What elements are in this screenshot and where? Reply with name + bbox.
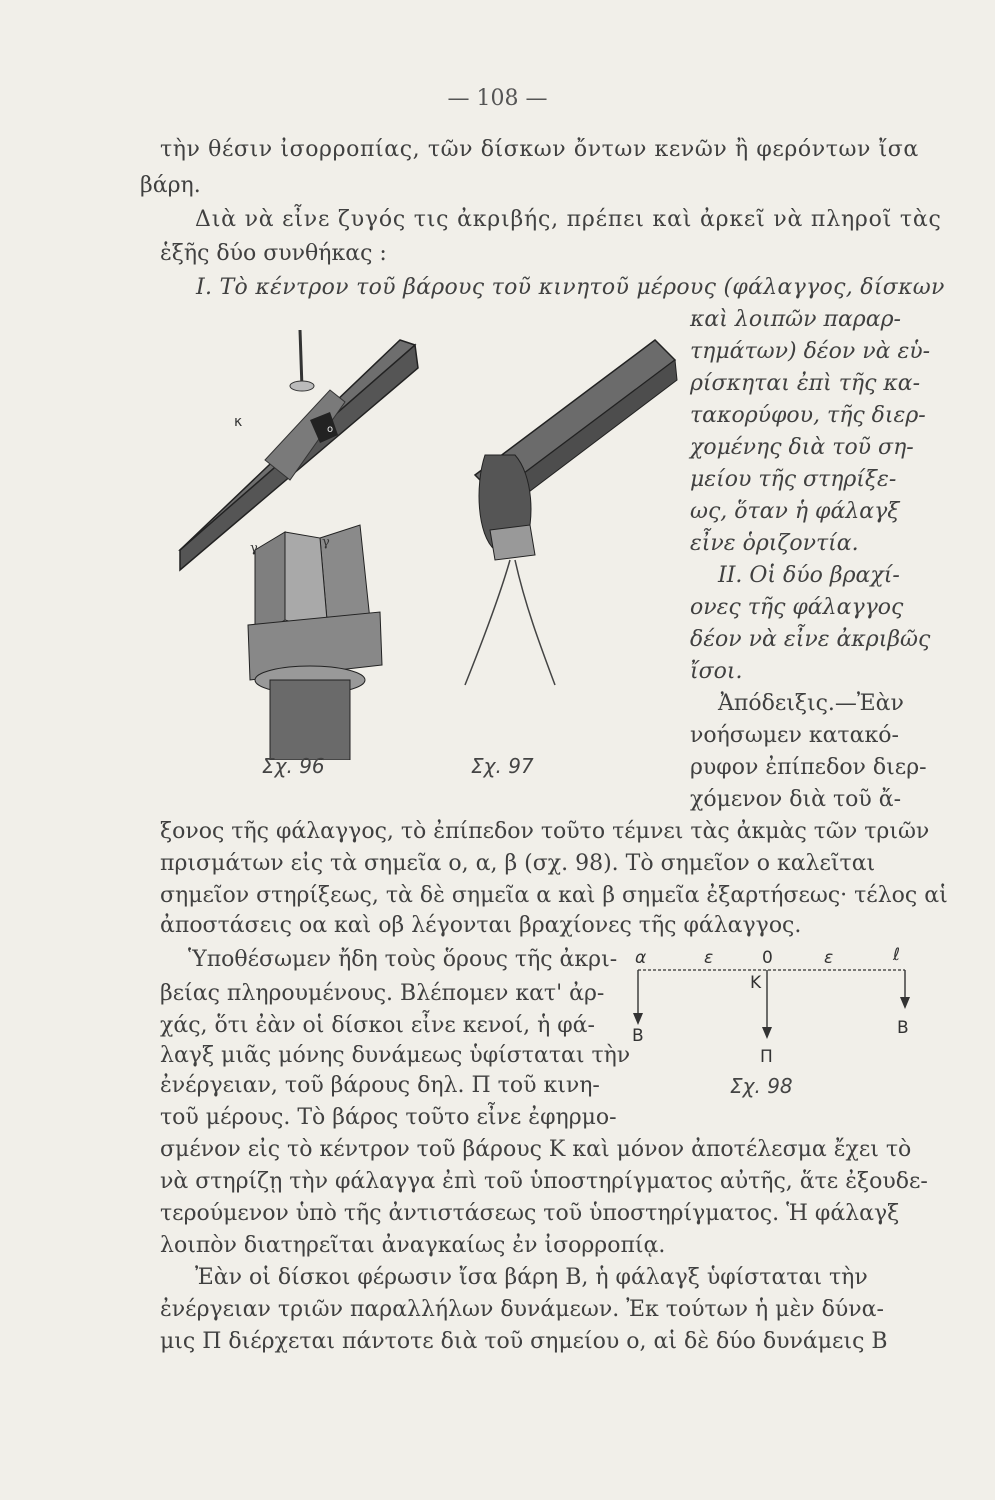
text-line: λοιπὸν διατηρεῖται ἀναγκαίως ἐν ἰσορροπίᾳ. [160, 1233, 666, 1258]
text-line: ἐνέργειαν, τοῦ βάρους δηλ. Π τοῦ κινη- [160, 1073, 600, 1098]
fig98-label-alpha: α [635, 948, 647, 968]
text-line: λαγξ μιᾶς μόνης δυνάμεως ὑφίσταται τὴν [160, 1043, 631, 1068]
svg-text:γ: γ [322, 535, 330, 550]
text-line: ἑξῆς δύο συνθήκας : [160, 241, 387, 266]
fig98-label-epsilon: ε [704, 948, 714, 968]
side-line: δέον νὰ εἶνε ἀκριβῶς [690, 627, 931, 652]
fig98-label-k: Κ [750, 973, 762, 993]
side-line: χόμενον διὰ τοῦ ἄ- [690, 787, 902, 812]
side-line: ἴσοι. [690, 659, 743, 684]
text-line: βείας πληρουμένους. Βλέπομεν κατ' ἀρ- [160, 981, 605, 1006]
text-line: τὴν θέσιν ἰσορροπίας, τῶν δίσκων ὄντων κενῶν ἢ φερόντων ἴσα [160, 137, 919, 162]
text-line: Ὑποθέσωμεν ἤδη τοὺς ὅρους τῆς ἀκρι- [188, 947, 618, 972]
fig98-label-b-left: Β [632, 1026, 644, 1046]
text-line: πρισμάτων εἰς τὰ σημεῖα ο, α, β (σχ. 98). Τὸ σημεῖον ο καλεῖται [160, 851, 876, 876]
figure-97-beam-end [455, 335, 680, 705]
text-line: χάς, ὅτι ἐὰν οἱ δίσκοι εἶνε κενοί, ἡ φά- [160, 1013, 595, 1038]
side-line: τακορύφου, τῆς διερ- [690, 403, 926, 428]
side-line: καὶ λοιπῶν παραρ- [690, 307, 901, 332]
text-line: I. Τὸ κέντρον τοῦ βάρους τοῦ κινητοῦ μέρους (φάλαγγος, δίσκων [196, 275, 945, 300]
fig98-label-p: Π [760, 1047, 773, 1067]
text-line: τερούμενον ὑπὸ τῆς ἀντιστάσεως τοῦ ὑποστηρίγματος. Ἡ φάλαγξ [160, 1201, 900, 1226]
text-line: ξονος τῆς φάλαγγος, τὸ ἐπίπεδον τοῦτο τέμνει τὰς ἀκμὰς τῶν τριῶν [160, 819, 930, 844]
side-line: νοήσωμεν κατακό- [690, 723, 899, 748]
side-line: Ἀπόδειξις.—Ἐὰν [718, 691, 904, 716]
text-line: τοῦ μέρους. Τὸ βάρος τοῦτο εἶνε ἐφηρμο- [160, 1105, 617, 1130]
text-line: Ἐὰν οἱ δίσκοι φέρωσιν ἴσα βάρη Β, ἡ φάλαγξ ὑφίσταται τὴν [195, 1265, 868, 1290]
text-line: Διὰ νὰ εἶνε ζυγός τις ἀκριβής, πρέπει καὶ ἀρκεῖ νὰ πληροῖ τὰς [195, 207, 942, 232]
side-line: ως, ὅταν ἡ φάλαγξ [690, 499, 900, 524]
fig98-label-epsilon: ε [824, 948, 834, 968]
text-line: μις Π διέρχεται πάντοτε διὰ τοῦ σημείου ο, αἱ δὲ δύο δυνάμεις Β [160, 1329, 888, 1354]
svg-text:γ: γ [250, 541, 258, 556]
figure-97-caption: Σχ. 97 [471, 754, 534, 778]
figure-96-balance-beam [170, 320, 440, 760]
side-line: II. Οἱ δύο βραχί- [718, 563, 900, 588]
text-line: σημεῖον στηρίξεως, τὰ δὲ σημεῖα α καὶ β σημεῖα ἐξαρτήσεως· τέλος αἱ [160, 883, 948, 908]
side-line: μείου τῆς στηρίξε- [690, 467, 897, 492]
fig98-label-o: 0 [762, 948, 773, 968]
figure-98-lever-diagram [630, 945, 930, 1075]
text-line: νὰ στηρίζῃ τὴν φάλαγγα ἐπὶ τοῦ ὑποστηρίγματος αὐτῆς, ἅτε ἐξουδε- [160, 1169, 928, 1194]
svg-text:κ: κ [234, 414, 243, 430]
figure-98-caption: Σχ. 98 [730, 1074, 793, 1098]
text-line: σμένον εἰς τὸ κέντρον τοῦ βάρους Κ καὶ μόνον ἀποτέλεσμα ἔχει τὸ [160, 1137, 912, 1162]
text-line: ἐνέργειαν τριῶν παραλλήλων δυνάμεων. Ἐκ τούτων ἡ μὲν δύνα- [160, 1297, 884, 1322]
svg-text:o: o [327, 424, 334, 435]
side-line: ρίσκηται ἐπὶ τῆς κα- [690, 371, 921, 396]
text-line: βάρη. [140, 173, 201, 198]
fig98-label-beta: ℓ [893, 945, 901, 965]
page-number: — 108 — [447, 86, 548, 111]
side-line: ρυφον ἐπίπεδον διερ- [690, 755, 927, 780]
side-line: τημάτων) δέον νὰ εὑ- [690, 339, 931, 364]
side-line: εἶνε ὁριζοντία. [690, 531, 859, 556]
fig98-label-b-right: Β [897, 1018, 909, 1038]
side-line: χομένης διὰ τοῦ ση- [690, 435, 914, 460]
figure-96-caption: Σχ. 96 [262, 754, 325, 778]
side-line: ονες τῆς φάλαγγος [690, 595, 904, 620]
text-line: ἀποστάσεις οα καὶ οβ λέγονται βραχίονες τῆς φάλαγγος. [160, 913, 802, 938]
